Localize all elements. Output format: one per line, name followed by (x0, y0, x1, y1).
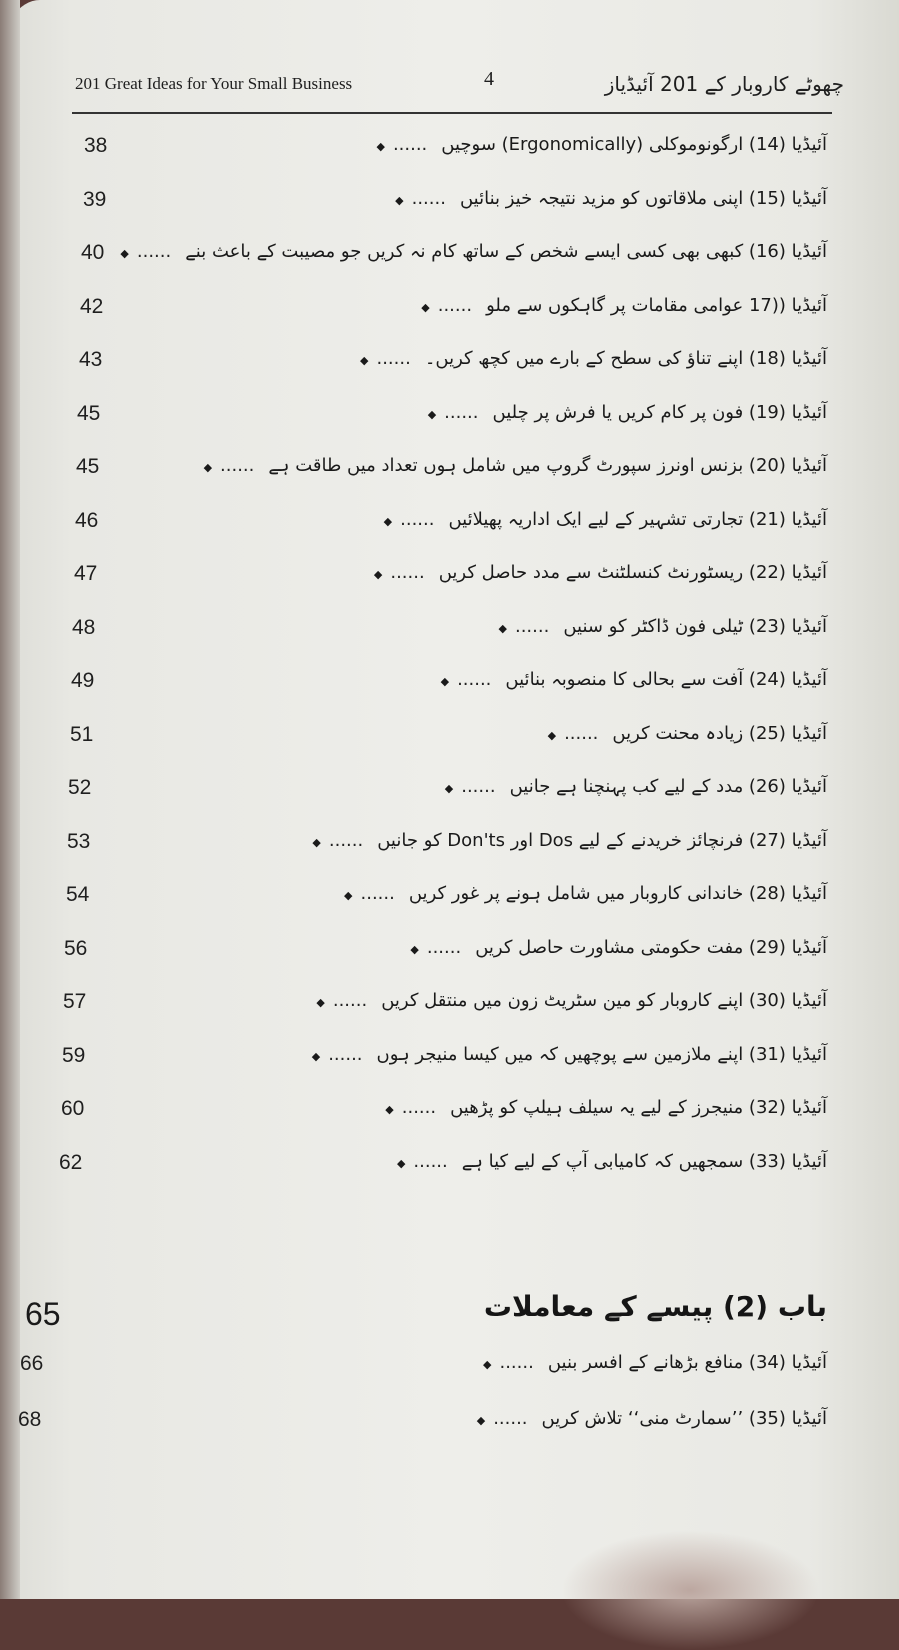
toc-page-number: 53 (67, 829, 91, 853)
bullet-icon: ◆ (498, 621, 507, 635)
toc-entry-text: آئیڈیا (19) فون پر کام کریں یا فرش پر چلیں (492, 401, 827, 423)
leader-dots: ...... (401, 1097, 437, 1118)
header-page-number: 4 (484, 68, 494, 90)
toc-entry-title (395, 188, 827, 209)
toc-page-number: 39 (83, 187, 107, 211)
leader-dots: ...... (220, 455, 255, 476)
toc-page-number: 38 (84, 134, 108, 157)
toc-page-number: 43 (79, 348, 103, 371)
toc-entry-text: آئیڈیا (14) ارگونوموکلی (Ergonomically) سوچیں (441, 134, 827, 155)
leader-dots: ...... (328, 829, 364, 851)
toc-page-number: 56 (64, 936, 88, 960)
toc-entry-text: آئیڈیا (21) تجارتی تشہیر کے لیے ایک اداریہ پھیلائیں (448, 508, 827, 530)
toc-entry-text: آئیڈیا (31) اپنے ملازمین سے پوچھیں کہ میں کیسا منیجر ہوں (376, 1043, 827, 1065)
leader-dots: ...... (493, 1408, 528, 1429)
finger-shadow (560, 1530, 820, 1650)
bullet-icon: ◆ (476, 1414, 486, 1427)
toc-entry-title (483, 1352, 827, 1373)
toc-row (0, 1097, 899, 1149)
toc-page-number: 45 (77, 401, 101, 425)
leader-dots: ...... (411, 187, 446, 209)
leader-dots: ...... (499, 1352, 534, 1373)
toc-row (0, 1352, 899, 1404)
toc-page-number: 62 (59, 1150, 83, 1174)
bullet-icon: ◆ (547, 728, 557, 742)
toc-page-number: 52 (68, 776, 92, 799)
toc-entry-title (384, 509, 827, 530)
bullet-icon: ◆ (410, 942, 419, 956)
toc-row (0, 134, 899, 186)
bullet-icon: ◆ (396, 1156, 406, 1170)
bullet-icon: ◆ (344, 889, 353, 902)
leader-dots: ...... (360, 883, 395, 904)
toc-row (0, 562, 899, 614)
bullet-icon: ◆ (440, 675, 450, 688)
leader-dots: ...... (437, 294, 473, 316)
bullet-icon: ◆ (373, 568, 383, 581)
toc-entry-title (441, 669, 827, 690)
header-english-title: 201 Great Ideas for Your Small Business (75, 74, 353, 93)
toc-row (0, 509, 899, 561)
toc-entry-text: آئیڈیا (34) منافع بڑھانے کے افسر بنیں (547, 1352, 827, 1373)
toc-entry-title (477, 1408, 827, 1429)
bullet-icon: ◆ (360, 354, 369, 367)
toc-row (0, 883, 899, 935)
leader-dots: ...... (426, 936, 462, 958)
toc-row (0, 1408, 899, 1460)
bullet-icon: ◆ (483, 1358, 492, 1371)
toc-page-number: 68 (18, 1408, 42, 1431)
leader-dots: ...... (413, 1150, 448, 1172)
bullet-icon: ◆ (316, 996, 325, 1009)
chapter-page-number: 65 (25, 1296, 61, 1332)
bullet-icon: ◆ (203, 461, 213, 474)
toc-entry-title (316, 990, 827, 1011)
toc-row (0, 1151, 899, 1203)
toc-page-number: 46 (75, 508, 99, 532)
toc-row (0, 1044, 899, 1096)
toc-entry-title (344, 883, 827, 904)
bullet-icon: ◆ (312, 835, 321, 849)
toc-page-number: 40 (81, 241, 105, 264)
toc-entry-text: آئیڈیا (18) اپنے تناؤ کی سطح کے بارے میں کچھ کریں۔ (424, 348, 827, 369)
bullet-icon: ◆ (376, 140, 385, 153)
leader-dots: ...... (457, 669, 492, 690)
toc-entry-title (204, 455, 827, 476)
toc-entry-text: آئیڈیا (25) زیادہ محنت کریں (612, 722, 827, 744)
toc-page-number: 51 (70, 722, 94, 746)
toc-entry-title (312, 1044, 827, 1065)
leader-dots: ...... (564, 722, 599, 744)
toc-page-number: 57 (63, 990, 87, 1013)
leader-dots: ...... (136, 241, 172, 262)
toc-row (0, 348, 899, 400)
bullet-icon: ◆ (421, 300, 430, 314)
toc-entry-text: آئیڈیا (33) سمجھیں کہ کامیابی آپ کے لیے کیا ہے (461, 1150, 827, 1172)
toc-entry-title (360, 348, 827, 369)
leader-dots: ...... (376, 348, 411, 369)
leader-dots: ...... (390, 562, 425, 583)
toc-page-number: 48 (72, 615, 96, 639)
toc-page-number: 59 (62, 1043, 86, 1067)
toc-row (0, 830, 899, 882)
toc-row (0, 669, 899, 721)
toc-entry-text: آئیڈیا (26) مدد کے لیے کب پہنچنا ہے جانیں (509, 776, 827, 797)
leader-dots: ...... (461, 776, 496, 797)
toc-entry-title (428, 402, 827, 423)
bullet-icon: ◆ (311, 1049, 321, 1063)
toc-row (0, 402, 899, 454)
toc-entry-text: آئیڈیا (29) مفت حکومتی مشاورت حاصل کریں (475, 936, 827, 958)
toc-entry-title (421, 295, 827, 316)
leader-dots: ...... (328, 1043, 363, 1065)
toc-row (0, 241, 899, 293)
bullet-icon: ◆ (120, 247, 129, 260)
leader-dots: ...... (332, 990, 368, 1011)
chapter-heading: باب (2) پیسے کے معاملات (483, 1290, 827, 1323)
toc-page-number: 45 (76, 455, 100, 478)
toc-entry-text: آئیڈیا (28) خاندانی کاروبار میں شامل ہونے پر غور کریں (408, 883, 827, 904)
toc-entry-text: آئیڈیا (22) ریسٹورنٹ کنسلٹنٹ سے مدد حاصل کریں (438, 562, 827, 583)
toc-row (0, 455, 899, 507)
toc-entry-title (548, 723, 827, 744)
bullet-icon: ◆ (383, 514, 393, 528)
leader-dots: ...... (400, 508, 435, 530)
toc-entry-title (120, 241, 827, 262)
toc-row (0, 723, 899, 775)
toc-row (0, 295, 899, 347)
toc-entry-text: آئیڈیا (16) کبھی بھی کسی ایسے شخص کے ساتھ کام نہ کریں جو مصیبت کے باعث بنے (185, 241, 827, 262)
leader-dots: ...... (514, 615, 550, 637)
toc-page-number: 66 (20, 1352, 44, 1375)
toc-entry-text: آئیڈیا ((17 عوامی مقامات پر گاہکوں سے ملو (486, 294, 827, 316)
bullet-icon: ◆ (385, 1103, 394, 1116)
bullet-icon: ◆ (395, 193, 404, 207)
toc-page-number: 60 (61, 1097, 85, 1120)
header-rule (72, 112, 832, 114)
toc-entry-title (374, 562, 827, 583)
leader-dots: ...... (392, 134, 428, 155)
toc-row (0, 990, 899, 1042)
bullet-icon: ◆ (427, 407, 437, 421)
toc-row (0, 937, 899, 989)
toc-page-number: 42 (80, 294, 104, 318)
toc-entry-text: آئیڈیا (30) اپنے کاروبار کو مین سٹریٹ زون میں منتقل کریں (381, 990, 827, 1011)
toc-entry-text: آئیڈیا (15) اپنی ملاقاتوں کو مزید نتیجہ خیز بنائیں (459, 187, 827, 209)
toc-entry-text: آئیڈیا (32) منیجرز کے لیے یہ سیلف ہیلپ کو پڑھیں (450, 1097, 827, 1118)
toc-page-number: 54 (66, 883, 90, 906)
toc-row (0, 776, 899, 828)
toc-page-number: 49 (71, 669, 95, 692)
toc-entry-title (410, 937, 827, 958)
toc-entry-text: آئیڈیا (24) آفت سے بحالی کا منصوبہ بنائیں (505, 669, 827, 690)
toc-entry-title (312, 830, 827, 851)
header-urdu-title: چھوٹے کاروبار کے 201 آئیڈیاز (604, 72, 844, 96)
leader-dots: ...... (444, 401, 479, 423)
toc-entry-title (397, 1151, 827, 1172)
toc-entry-title (376, 134, 827, 155)
toc-entry-title (499, 616, 827, 637)
toc-entry-text: آئیڈیا (27) فرنچائز خریدنے کے لیے Dos اور Don'ts کو جانیں (377, 829, 827, 851)
toc-entry-text: آئیڈیا (35) ’’سمارٹ منی‘‘ تلاش کریں (541, 1408, 827, 1429)
toc-entry-text: آئیڈیا (23) ٹیلی فون ڈاکٹر کو سنیں (563, 615, 827, 637)
toc-entry-title (385, 1097, 827, 1118)
toc-row (0, 616, 899, 668)
bullet-icon: ◆ (444, 782, 454, 795)
toc-entry-title (445, 776, 827, 797)
toc-row (0, 188, 899, 240)
toc-entry-text: آئیڈیا (20) بزنس اونرز سپورٹ گروپ میں شامل ہوں تعداد میں طاقت ہے (268, 455, 827, 476)
toc-page-number: 47 (74, 562, 98, 585)
